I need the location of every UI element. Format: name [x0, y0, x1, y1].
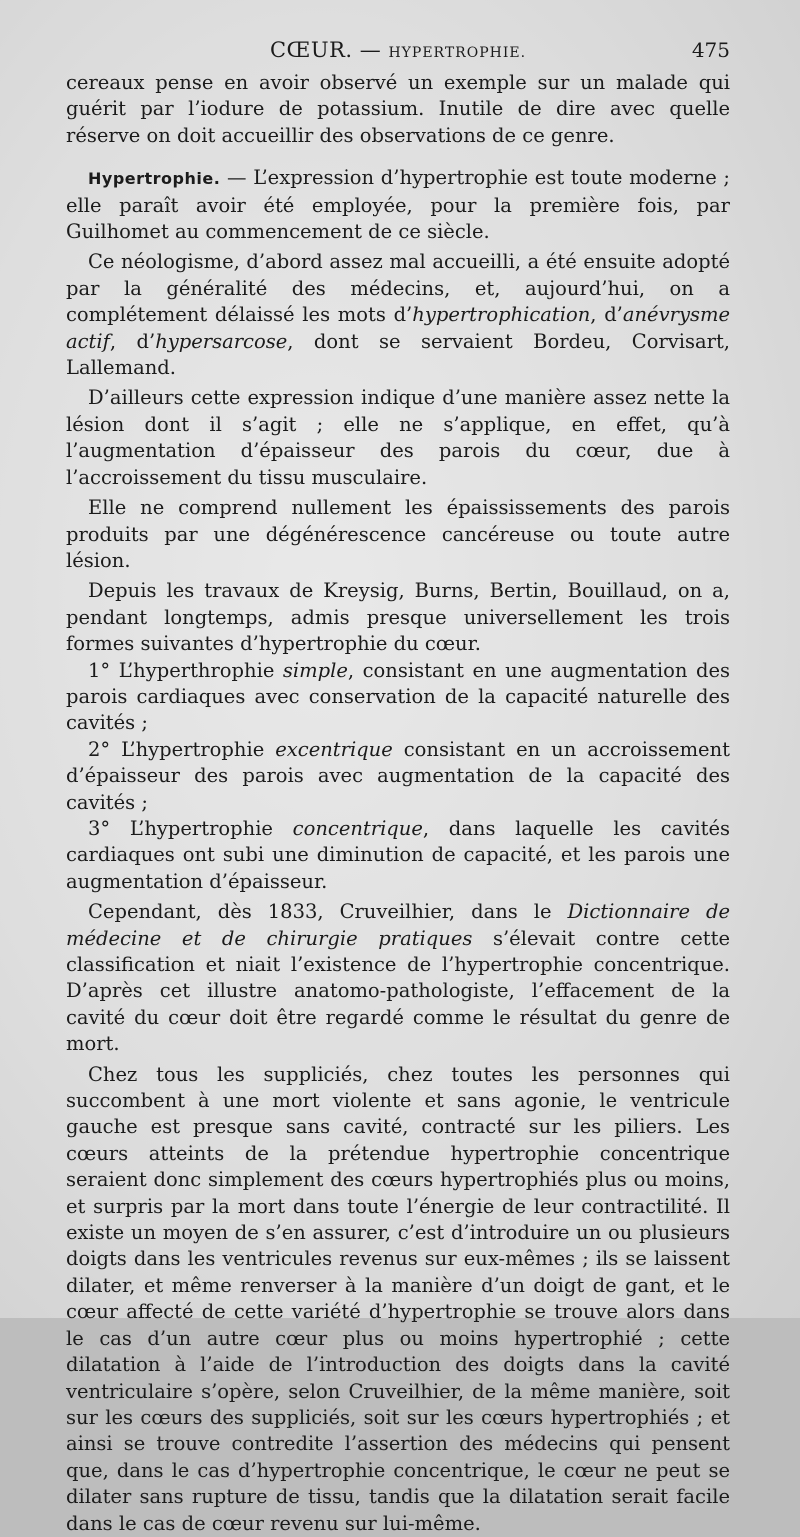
text-run: , consistant en une augmentation des parois cardiaques avec conservation de la capacité naturelle des cavités ;: [66, 658, 730, 735]
paragraph-9: [66, 816, 730, 895]
running-title-dash: —: [352, 38, 389, 62]
paragraph-hypertrophie: [66, 165, 730, 245]
body-text: [66, 70, 730, 1537]
section-rubric: Hypertrophie.: [88, 169, 221, 189]
text-run: , d’: [590, 303, 623, 327]
text-run: consistant en un accroissement d’épaisseur des parois avec augmentation de la capacité des cavités ;: [66, 737, 730, 814]
italic-term: excentrique: [275, 737, 393, 761]
paragraph-6: Depuis les travaux de Kreysig, Burns, Bertin, Bouillaud, on a, pendant longtemps, admis presque universellement les trois formes suivantes d’hypertrophie du cœur.: [66, 579, 730, 656]
italic-title: Dictionnaire de médecine et de chirurgie pratiques: [66, 900, 730, 950]
paragraph-10: [66, 899, 730, 1057]
paragraph-3: [66, 249, 730, 381]
paragraph-7: [66, 658, 730, 737]
running-title-main: CŒUR.: [269, 38, 353, 62]
paragraph-11: Chez tous les suppliciés, chez toutes les personnes qui succombent à une mort violente et sans agonie, le ventricule gauche est presque sans cavité, contracté sur les piliers. Les cœurs atteints de la prétendue hypertrophie concentrique seraient donc simplement des cœurs hypertrophiés plus ou moins, et surpris par la mort dans toute l’énergie de leur contractilité. Il existe un moyen de s’en assurer, c’est d’introduire un ou plusieurs doigts dans les ventricules revenus sur eux-mêmes ; ils se laissent dilater, et même renverser à la manière d’un doigt de gant, et le cœur affecté de cette variété d’hypertrophie se trouve alors dans le cas d’un autre cœur plus ou moins hypertrophié ; cette dilatation à l’aide de l’introduction des doigts dans la cavité ventriculaire s’opère, selon Cruveilhier, de la même manière, soit sur les cœurs des suppliciés, soit sur les cœurs hypertrophiés ; et ainsi se trouve contredite l’assertion des médecins qui pensent que, dans le cas d’hypertrophie concentrique, le cœur ne peut se dilater sans rupture de tissu, tandis que la dilatation serait facile dans le cas de cœur revenu sur lui-même.: [66, 1062, 730, 1535]
paragraph-5: Elle ne comprend nullement les épaississements des parois produits par une dégénérescence cancéreuse ou toute autre lésion.: [66, 496, 730, 572]
text-run: s’élevait contre cette classification et niait l’existence de l’hypertrophie concentrique. D’après cet illustre anatomo-pathologiste, l’effacement de la cavité du cœur doit être regardé comme le résultat du genre de mort.: [66, 926, 730, 1056]
paragraph-2-text: — L’expression d’hypertrophie est toute moderne ; elle paraît avoir été employée, pour la première fois, par Guilhomet au commencement de ce siècle.: [66, 166, 730, 244]
text-run: Ce néologisme, d’abord assez mal accueilli, a été ensuite adopté par la généralité des médecins, et, aujourd’hui, on a complétement délaissé les mots d’: [66, 250, 730, 327]
page-number: 475: [691, 38, 730, 62]
text-run: , dans laquelle les cavités cardiaques ont subi une diminution de capacité, et les parois une augmentation d’épaisseur.: [66, 816, 730, 893]
italic-term: simple: [282, 658, 348, 682]
italic-term: anévrysme actif: [66, 303, 730, 353]
running-title: [66, 38, 730, 62]
running-title-sub: HYPERTROPHIE.: [388, 45, 527, 61]
paragraph-1: cereaux pense en avoir observé un exemple sur un malade qui guérit par l’iodure de potassium. Inutile de dire avec quelle réserve on doit accueillir des observations de ce genre.: [66, 71, 730, 147]
text-run: , d’: [109, 329, 156, 353]
text-run: , dont se servaient Bordeu, Corvisart, Lallemand.: [66, 329, 731, 380]
paragraph-8: [66, 737, 730, 816]
running-head: [66, 38, 730, 68]
text-run: Cependant, dès 1833, Cruveilhier, dans le: [88, 900, 568, 924]
paragraph-4: D’ailleurs cette expression indique d’une manière assez nette la lésion dont il s’agit ; elle ne s’applique, en effet, qu’à l’augmentation d’épaisseur des parois du cœur, due à l’accroissement du tissu musculaire.: [66, 386, 730, 489]
italic-term: hypersarcose: [155, 329, 288, 353]
italic-term: concentrique: [292, 816, 423, 840]
text-run: 2° L’hypertrophie: [88, 737, 276, 761]
text-run: 3° L’hypertrophie: [88, 816, 293, 840]
italic-term: hypertrophication: [412, 303, 591, 327]
text-run: 1° L’hyperthrophie: [88, 658, 283, 682]
